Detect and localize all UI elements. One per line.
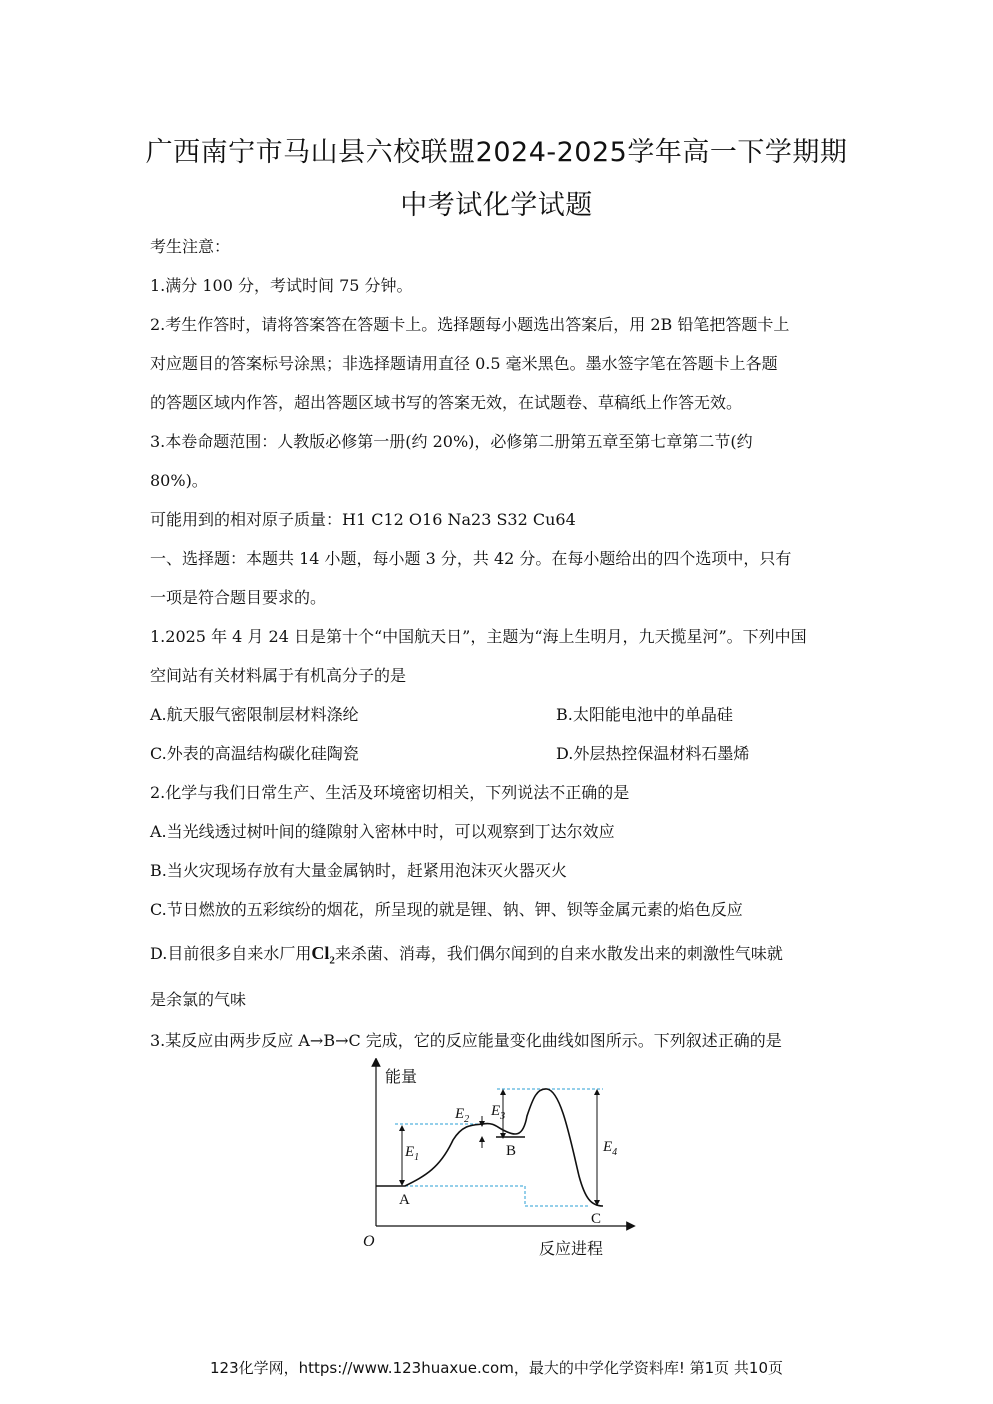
label-e2: $E_2$ bbox=[455, 1106, 470, 1125]
q2-option-d-pre: D.目前很多自来水厂用 bbox=[150, 944, 312, 963]
section-heading-line-1: 一、选择题：本题共 14 小题，每小题 3 分，共 42 分。在每小题给出的四个选项中，只有 bbox=[150, 549, 792, 568]
point-c: C bbox=[591, 1211, 602, 1227]
q2-option-d-post: 来杀菌、消毒，我们偶尔闻到的自来水散发出来的刺激性气味就 bbox=[334, 944, 783, 963]
notice-item-2-line-1: 2.考生作答时，请将答案答在答题卡上。选择题每小题选出答案后，用 2B 铅笔把答题卡上 bbox=[150, 315, 790, 334]
notice-heading: 考生注意： bbox=[150, 237, 231, 256]
q2-option-c: C.节日燃放的五彩缤纷的烟花，所呈现的就是锂、钠、钾、钡等金属元素的焰色反应 bbox=[150, 900, 743, 919]
notice-item-1: 1.满分 100 分，考试时间 75 分钟。 bbox=[150, 276, 413, 295]
atomic-masses: 可能用到的相对原子质量：H1 C12 O16 Na23 S32 Cu64 bbox=[150, 510, 576, 529]
q1-option-c: C.外表的高温结构碳化硅陶瓷 bbox=[150, 744, 359, 763]
chlorine-subscript: 2 bbox=[329, 954, 335, 967]
q2-stem: 2.化学与我们日常生产、生活及环境密切相关，下列说法不正确的是 bbox=[150, 783, 630, 802]
q1-stem-line-1: 1.2025 年 4 月 24 日是第十个“中国航天日”，主题为“海上生明月，九天揽星河”。下列中国 bbox=[150, 627, 807, 646]
notice-item-3-line-2: 80%)。 bbox=[150, 471, 208, 490]
page-subtitle: 中考试化学试题 bbox=[400, 190, 593, 221]
page-title: 广西南宁市马山县六校联盟2024-2025学年高一下学期期 bbox=[145, 137, 848, 168]
q2-option-d-line-2: 是余氯的气味 bbox=[150, 990, 247, 1009]
q1-stem-line-2: 空间站有关材料属于有机高分子的是 bbox=[150, 666, 407, 685]
notice-item-2-line-3: 的答题区域内作答，超出答题区域书写的答案无效，在试题卷、草稿纸上作答无效。 bbox=[150, 393, 743, 412]
q3-stem: 3.某反应由两步反应 A→B→C 完成，它的反应能量变化曲线如图所示。下列叙述正确的是 bbox=[150, 1031, 782, 1050]
chlorine-symbol: Cl bbox=[311, 943, 330, 963]
y-axis-label: 能量 bbox=[385, 1069, 418, 1086]
q1-option-d: D.外层热控保温材料石墨烯 bbox=[556, 744, 750, 763]
q2-option-d-line-1 bbox=[150, 941, 783, 967]
x-axis-label: 反应进程 bbox=[539, 1241, 604, 1258]
label-e4: $E_4$ bbox=[603, 1139, 618, 1158]
origin-label: O bbox=[363, 1233, 375, 1250]
chlorine-formula bbox=[311, 943, 335, 967]
page-footer: 123化学网，https://www.123huaxue.com，最大的中学化学资料库! 第1页 共10页 bbox=[209, 1359, 784, 1377]
q1-option-b: B.太阳能电池中的单晶硅 bbox=[556, 705, 733, 724]
energy-diagram bbox=[355, 1058, 645, 1268]
q2-option-b: B.当火灾现场存放有大量金属钠时，赶紧用泡沫灭火器灭火 bbox=[150, 861, 567, 880]
notice-item-2-line-2: 对应题目的答案标号涂黑；非选择题请用直径 0.5 毫米黑色。墨水签字笔在答题卡上各题 bbox=[150, 354, 778, 373]
notice-item-3-line-1: 3.本卷命题范围：人教版必修第一册(约 20%)，必修第二册第五章至第七章第二节(约 bbox=[150, 432, 753, 451]
section-heading-line-2: 一项是符合题目要求的。 bbox=[150, 588, 327, 607]
label-e1: $E_1$ bbox=[405, 1144, 420, 1163]
label-e3: $E_3$ bbox=[491, 1103, 506, 1122]
point-b: B bbox=[506, 1143, 517, 1159]
point-a: A bbox=[399, 1192, 410, 1208]
q1-option-a: A.航天服气密限制层材料涤纶 bbox=[150, 705, 359, 724]
q2-option-a: A.当光线透过树叶间的缝隙射入密林中时，可以观察到丁达尔效应 bbox=[150, 822, 615, 841]
